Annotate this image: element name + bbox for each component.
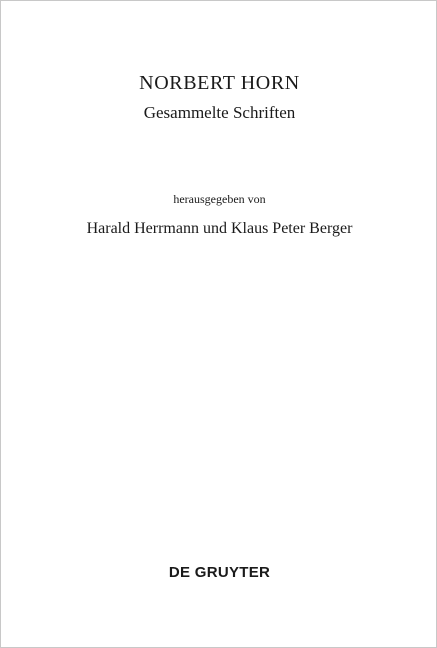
book-title: Gesammelte Schriften [143, 103, 296, 122]
publisher-logo: DE GRUYTER [168, 564, 271, 581]
author-name: NORBERT HORN [139, 72, 300, 94]
editors-label: herausgegeben von [173, 192, 266, 206]
editors-names: Harald Herrmann und Klaus Peter Berger [86, 220, 353, 237]
